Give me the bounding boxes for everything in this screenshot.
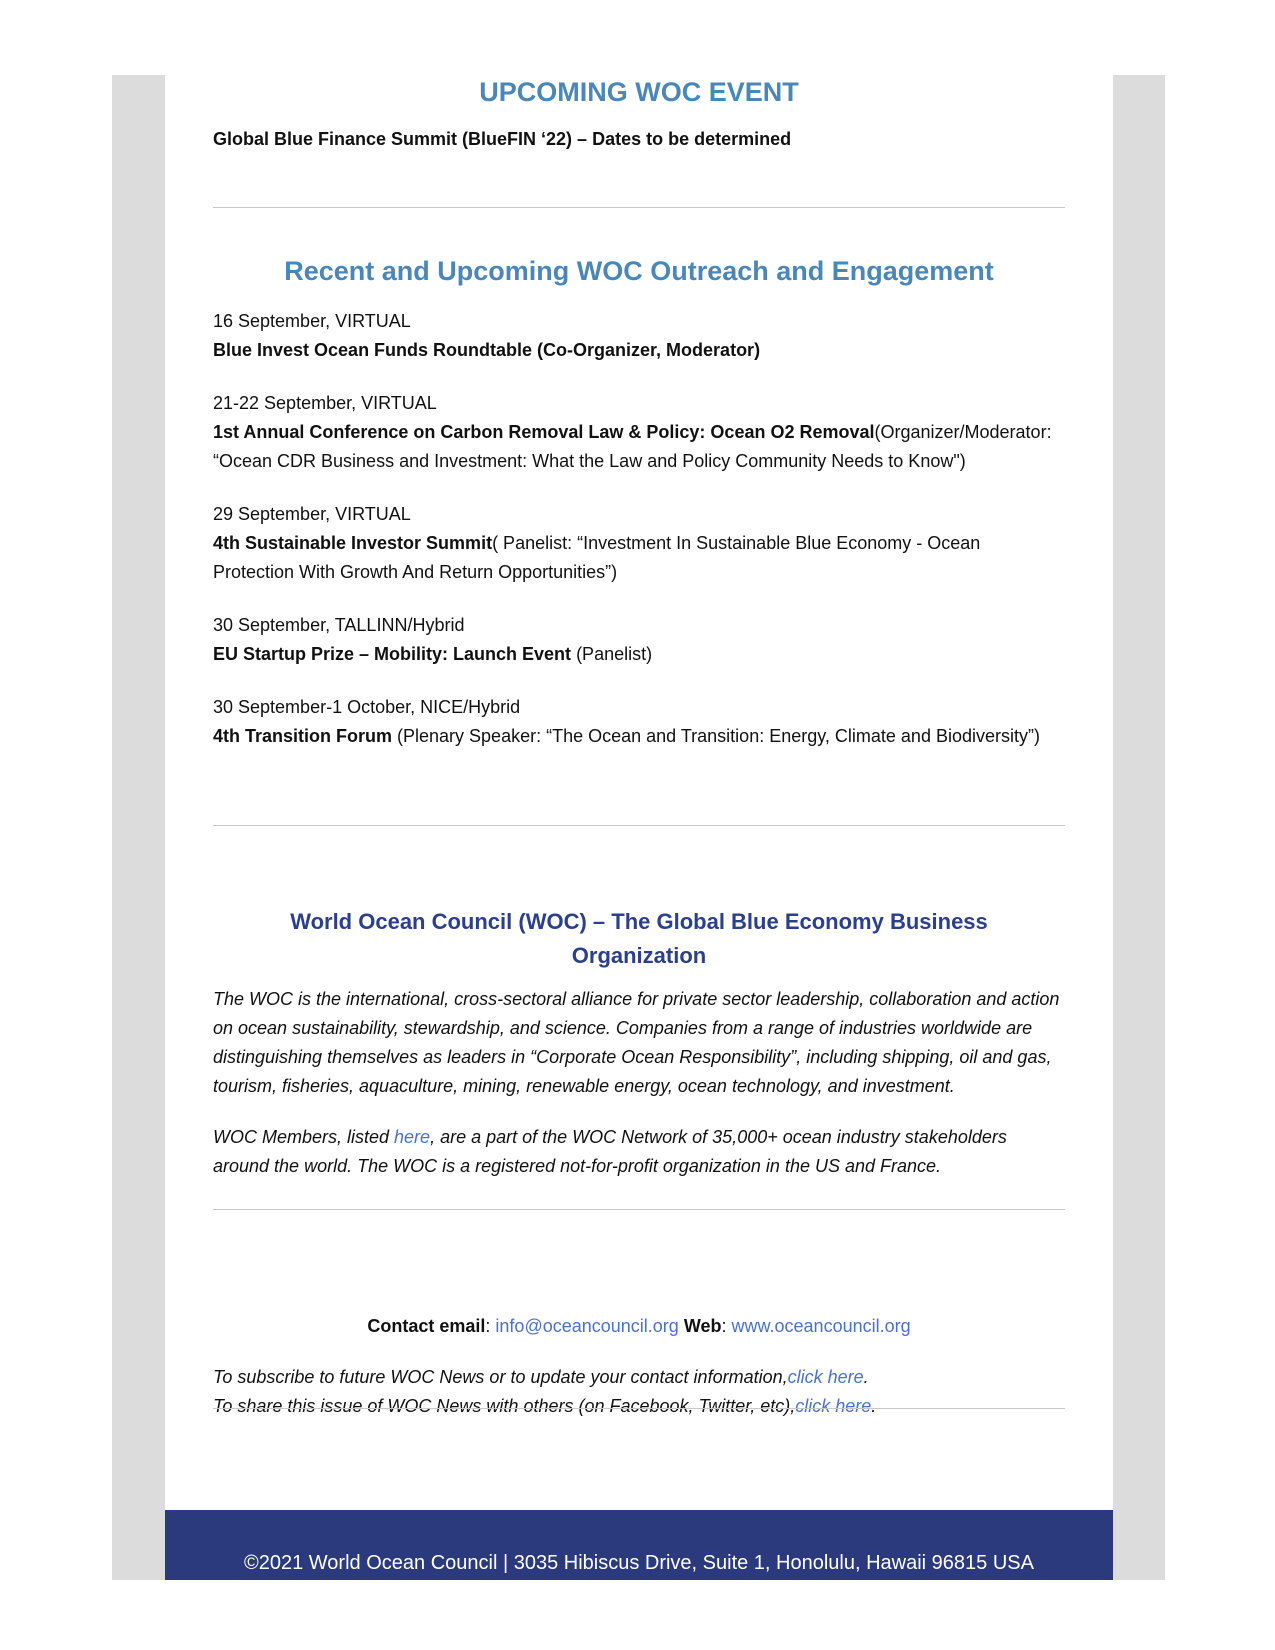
footer-bar (165, 1510, 1113, 1580)
event-detail: ( Panelist: “Investment In Sustainable Blue Economy - Ocean Protection With Growth And Return Opportunities”) (213, 533, 981, 582)
divider (213, 1408, 1065, 1409)
list-item (213, 693, 1065, 751)
outreach-heading: Recent and Upcoming WOC Outreach and Engagement (284, 256, 994, 286)
share-click-here-link[interactable]: click here (795, 1396, 872, 1416)
about-paragraph: The WOC is the international, cross-sectoral alliance for private sector leadership, collaboration and action on ocean sustainability, stewardship, and science. Companies from a range of industries worldwide are distinguishing themselves as leaders in “Corporate Ocean Responsibility”, including shipping, oil and gas, tourism, fisheries, aquaculture, mining, renewable energy, ocean technology, and investment. (213, 989, 1060, 1096)
share-line: To share this issue of WOC News with others (on Facebook, Twitter, etc),click here. (213, 1396, 877, 1416)
event-detail: (Panelist) (571, 644, 653, 664)
about-paragraph-members: WOC Members, listed here, are a part of the WOC Network of 35,000+ ocean industry stakeholders around the world. The WOC is a registered not-for-profit organization in the US and France. (213, 1127, 1007, 1176)
divider (213, 825, 1065, 826)
subscribe-line: To subscribe to future WOC News or to update your contact information,click here. (213, 1367, 869, 1387)
website-link[interactable]: www.oceancouncil.org (731, 1316, 911, 1336)
contact-email-label: Contact email (367, 1316, 486, 1336)
event-date: 30 September-1 October, NICE/Hybrid (213, 697, 521, 717)
footer-address: ©2021 World Ocean Council | 3035 Hibiscus Drive, Suite 1, Honolulu, Hawaii 96815 USA (244, 1552, 1034, 1574)
upcoming-event-heading: UPCOMING WOC EVENT (479, 77, 799, 107)
newsletter-body (165, 75, 1113, 1580)
list-item (213, 389, 1065, 476)
web-label: Web (683, 1316, 722, 1336)
event-detail: (Plenary Speaker: “The Ocean and Transition: Energy, Climate and Biodiversity”) (392, 726, 1040, 746)
event-date: 21-22 September, VIRTUAL (213, 393, 437, 413)
list-item (213, 307, 1065, 365)
outreach-event-list (213, 307, 1065, 775)
event-title: EU Startup Prize – Mobility: Launch Event (213, 644, 572, 664)
about-section (213, 985, 1065, 1203)
event-title: 4th Sustainable Investor Summit (213, 533, 493, 553)
contact-line: Contact email: info@oceancouncil.org Web: www.oceancouncil.org (367, 1316, 911, 1336)
upcoming-event-title: Global Blue Finance Summit (BlueFIN ‘22) – Dates to be determined (213, 129, 792, 149)
event-date: 29 September, VIRTUAL (213, 504, 411, 524)
divider (213, 207, 1065, 208)
event-title: Blue Invest Ocean Funds Roundtable (Co-Organizer, Moderator) (213, 340, 761, 360)
contact-email-link[interactable]: info@oceancouncil.org (495, 1316, 679, 1336)
event-title: 1st Annual Conference on Carbon Removal Law & Policy: Ocean O2 Removal (213, 422, 875, 442)
list-item (213, 611, 1065, 669)
event-detail: (Organizer/Moderator: “Ocean CDR Business and Investment: What the Law and Policy Community Needs to Know") (213, 422, 1052, 471)
subscribe-click-here-link[interactable]: click here (787, 1367, 864, 1387)
event-date: 16 September, VIRTUAL (213, 311, 411, 331)
members-here-link[interactable]: here (394, 1127, 431, 1147)
event-title: 4th Transition Forum (213, 726, 393, 746)
subscribe-section (213, 1363, 1065, 1421)
divider (213, 1209, 1065, 1210)
list-item (213, 500, 1065, 587)
about-heading: World Ocean Council (WOC) – The Global Blue Economy Business Organization (290, 909, 988, 968)
event-date: 30 September, TALLINN/Hybrid (213, 615, 465, 635)
